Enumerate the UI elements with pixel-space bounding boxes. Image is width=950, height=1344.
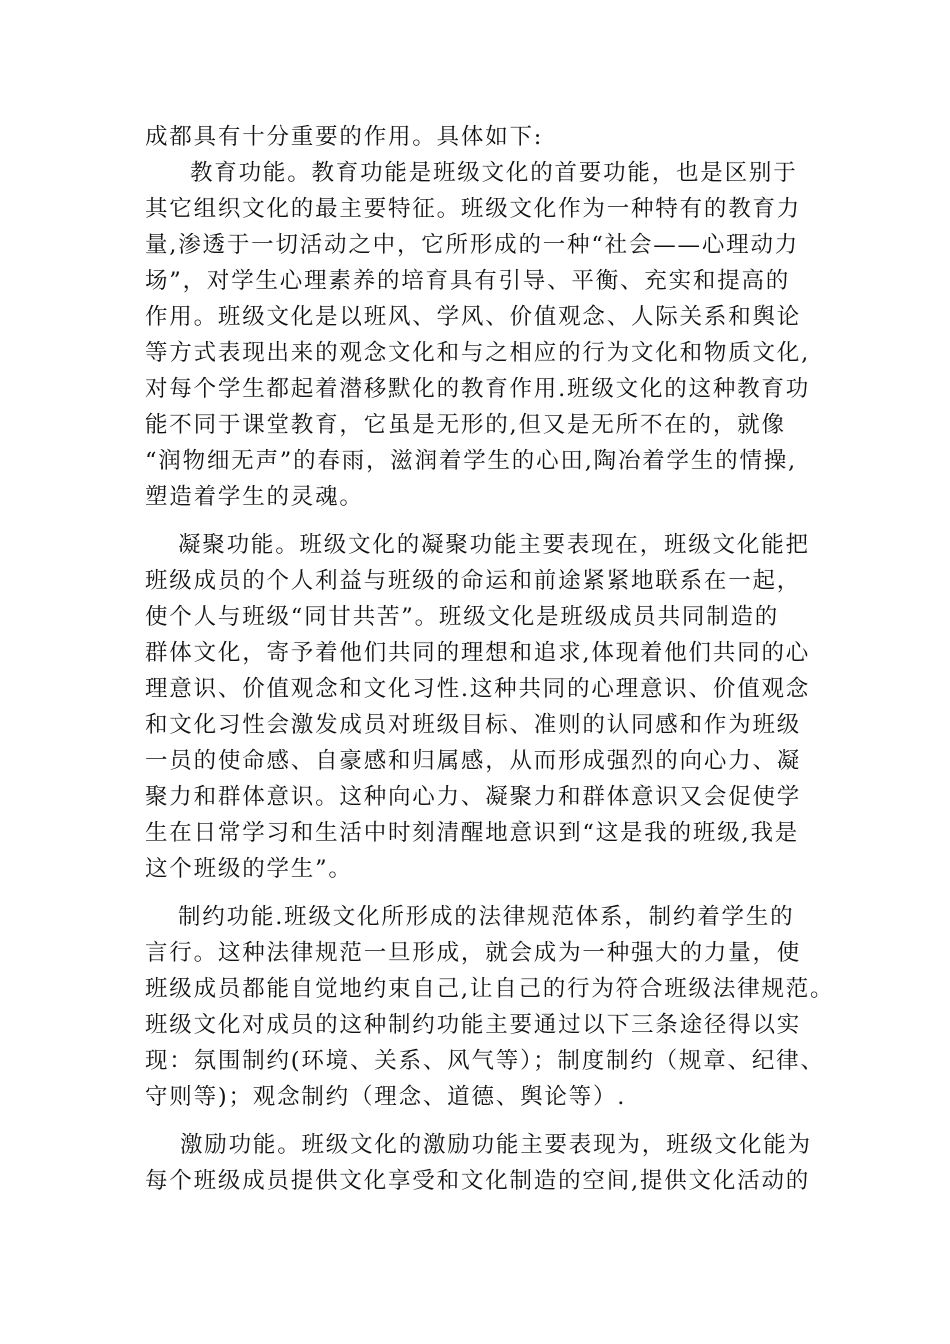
text-line: 每个班级成员提供文化享受和文化制造的空间,提供文化活动的 — [145, 1168, 811, 1194]
text-line: 对每个学生都起着潜移默化的教育作用.班级文化的这种教育功 — [145, 376, 811, 402]
text-line: 言行。这种法律规范一旦形成，就会成为一种强大的力量，使 — [145, 940, 802, 966]
text-line: 班级成员都能自觉地约束自己,让自己的行为符合班级法律规范。 — [145, 976, 835, 1002]
text-line: 群体文化，寄予着他们共同的理想和追求,体现着他们共同的心 — [145, 640, 811, 666]
paragraph-first-line: 凝聚功能。班级文化的凝聚功能主要表现在，班级文化能把 — [178, 532, 810, 558]
paragraph-first-line: 激励功能。班级文化的激励功能主要表现为，班级文化能为 — [180, 1132, 812, 1158]
paragraph-first-line: 制约功能.班级文化所形成的法律规范体系，制约着学生的 — [178, 904, 795, 930]
text-line: 能不同于课堂教育，它虽是无形的,但又是无所不在的，就像 — [145, 412, 786, 438]
text-line: 场”，对学生心理素养的培育具有引导、平衡、充实和提高的 — [145, 268, 791, 294]
text-line: 使个人与班级“同甘共苦”。班级文化是班级成员共同制造的 — [145, 604, 780, 630]
text-line: 作用。班级文化是以班风、学风、价值观念、人际关系和舆论 — [145, 304, 802, 330]
text-line: 守则等)；观念制约（理念、道德、舆论等）. — [145, 1084, 627, 1110]
text-line: 成都具有十分重要的作用。具体如下: — [145, 124, 544, 150]
text-line: 班级文化对成员的这种制约功能主要通过以下三条途径得以实 — [145, 1012, 802, 1038]
paragraph-first-line: 教育功能。教育功能是班级文化的首要功能，也是区别于 — [190, 160, 798, 186]
text-line: 塑造着学生的灵魂。 — [145, 484, 364, 510]
text-line: 其它组织文化的最主要特征。班级文化作为一种特有的教育力 — [145, 196, 802, 222]
text-line: “润物细无声”的春雨，滋润着学生的心田,陶冶着学生的情操, — [145, 448, 798, 474]
text-line: 理意识、价值观念和文化习性.这种共同的心理意识、价值观念 — [145, 676, 811, 702]
text-line: 和文化习性会激发成员对班级目标、准则的认同感和作为班级 — [145, 712, 802, 738]
text-line: 等方式表现出来的观念文化和与之相应的行为文化和物质文化, — [145, 340, 811, 366]
text-line: 一员的使命感、自豪感和归属感，从而形成强烈的向心力、凝 — [145, 748, 802, 774]
text-line: 聚力和群体意识。这种向心力、凝聚力和群体意识又会促使学 — [145, 784, 802, 810]
text-line: 生在日常学习和生活中时刻清醒地意识到“这是我的班级,我是 — [145, 820, 800, 846]
text-line: 现：氛围制约(环境、关系、风气等）；制度制约（规章、纪律、 — [145, 1048, 825, 1074]
text-line: 班级成员的个人利益与班级的命运和前途紧紧地联系在一起， — [145, 568, 802, 594]
text-line: 量,渗透于一切活动之中，它所形成的一种“社会——心理动力 — [145, 232, 800, 258]
text-line: 这个班级的学生”。 — [145, 856, 353, 882]
